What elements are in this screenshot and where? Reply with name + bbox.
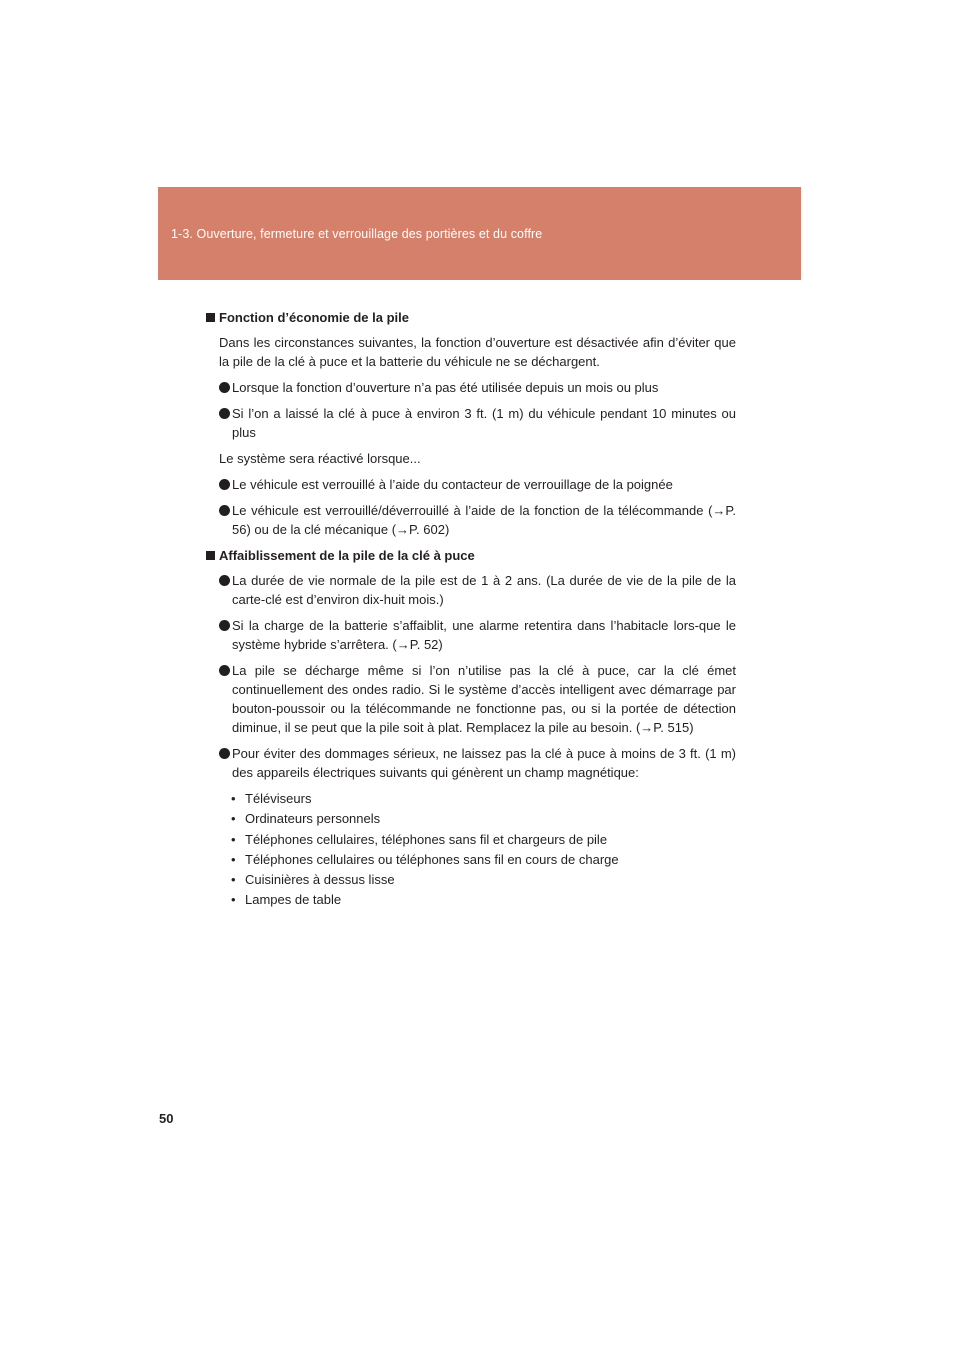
list-item-text: Le véhicule est verrouillé à l’aide du contacteur de verrouillage de la poignée <box>232 477 673 492</box>
page-number: 50 <box>159 1111 174 1126</box>
device-list-item-text: Téléviseurs <box>245 791 312 806</box>
device-list <box>206 789 736 911</box>
round-bullet-icon <box>219 479 230 490</box>
list-item <box>206 378 736 397</box>
device-list-item-text: Lampes de table <box>245 892 342 908</box>
list-item <box>206 404 736 442</box>
small-bullet-icon: • <box>231 851 236 867</box>
square-bullet-icon <box>206 313 215 322</box>
device-list-item <box>231 850 736 870</box>
small-bullet-icon: • <box>231 811 236 827</box>
small-bullet-icon: • <box>231 831 236 847</box>
device-list-item <box>231 830 736 850</box>
section-heading-key-battery <box>206 546 736 565</box>
list-item-text: La durée de vie normale de la pile est de 1 à 2 ans. (La durée de vie de la pile de la carte-clé est d’environ dix-huit mois.) <box>232 573 736 607</box>
device-list-item-text: Téléphones cellulaires, téléphones sans fil et chargeurs de pile <box>245 831 608 847</box>
device-list-item <box>231 890 736 910</box>
list-item-text: Pour éviter des dommages sérieux, ne laissez pas la clé à puce à moins de 3 ft. (1 m) des appareils électriques suivants qui génèrent un champ magnétique: <box>232 746 736 780</box>
chapter-title: 1-3. Ouverture, fermeture et verrouillage des portières et du coffre <box>171 227 543 241</box>
list-item <box>206 744 736 782</box>
small-bullet-icon: • <box>231 791 236 806</box>
list-item <box>206 616 736 654</box>
device-list-item-text: Cuisinières à dessus lisse <box>245 872 395 888</box>
chapter-header <box>158 187 801 280</box>
small-bullet-icon: • <box>231 872 236 888</box>
round-bullet-icon <box>219 748 230 759</box>
list-item-text: La pile se décharge même si l’on n’utilise pas la clé à puce, car la clé émet continuellement des ondes radio. Si le système d’accès intelligent avec démarrage par bouton-poussoir ou la télécommande ne fonctionne pas, ou si la portée de détection diminue, il se peut que la pile soit à plat. Remplacez la pile au besoin. (→P. 515) <box>232 663 736 735</box>
device-list-item-text: Ordinateurs personnels <box>245 811 381 827</box>
device-list-item-text: Téléphones cellulaires ou téléphones sans fil en cours de charge <box>245 851 619 867</box>
list-item-text: Le véhicule est verrouillé/déverrouillé à l’aide de la fonction de la télécommande (→P. 56) ou de la clé mécanique (→P. 602) <box>232 503 736 537</box>
section-heading-text: Affaiblissement de la pile de la clé à puce <box>219 548 475 563</box>
list-item <box>206 501 736 539</box>
list-item <box>206 571 736 609</box>
device-list-item <box>231 809 736 829</box>
round-bullet-icon <box>219 505 230 516</box>
list-item-text: Si la charge de la batterie s’affaiblit, une alarme retentira dans l’habitacle lors-que le système hybride s’arrêtera. (→P. 52) <box>232 618 736 652</box>
paragraph-intro: Dans les circonstances suivantes, la fonction d’ouverture est désactivée afin d’éviter que la pile de la clé à puce et la batterie du véhicule ne se déchargent. <box>219 335 736 369</box>
paragraph-reactivation: Le système sera réactivé lorsque... <box>219 451 421 466</box>
round-bullet-icon <box>219 575 230 586</box>
section-heading-battery-saving <box>206 308 736 327</box>
list-item <box>206 661 736 737</box>
page-content <box>206 308 736 911</box>
device-list-item <box>231 789 736 809</box>
small-bullet-icon: • <box>231 892 236 908</box>
square-bullet-icon <box>206 551 215 560</box>
round-bullet-icon <box>219 382 230 393</box>
list-item-text: Si l’on a laissé la clé à puce à environ 3 ft. (1 m) du véhicule pendant 10 minutes ou plus <box>232 406 736 440</box>
list-item-text: Lorsque la fonction d’ouverture n’a pas été utilisée depuis un mois ou plus <box>232 380 659 395</box>
list-item <box>206 475 736 494</box>
section-heading-text: Fonction d’économie de la pile <box>219 310 409 325</box>
round-bullet-icon <box>219 620 230 631</box>
round-bullet-icon <box>219 665 230 676</box>
device-list-item <box>231 870 736 890</box>
round-bullet-icon <box>219 408 230 419</box>
